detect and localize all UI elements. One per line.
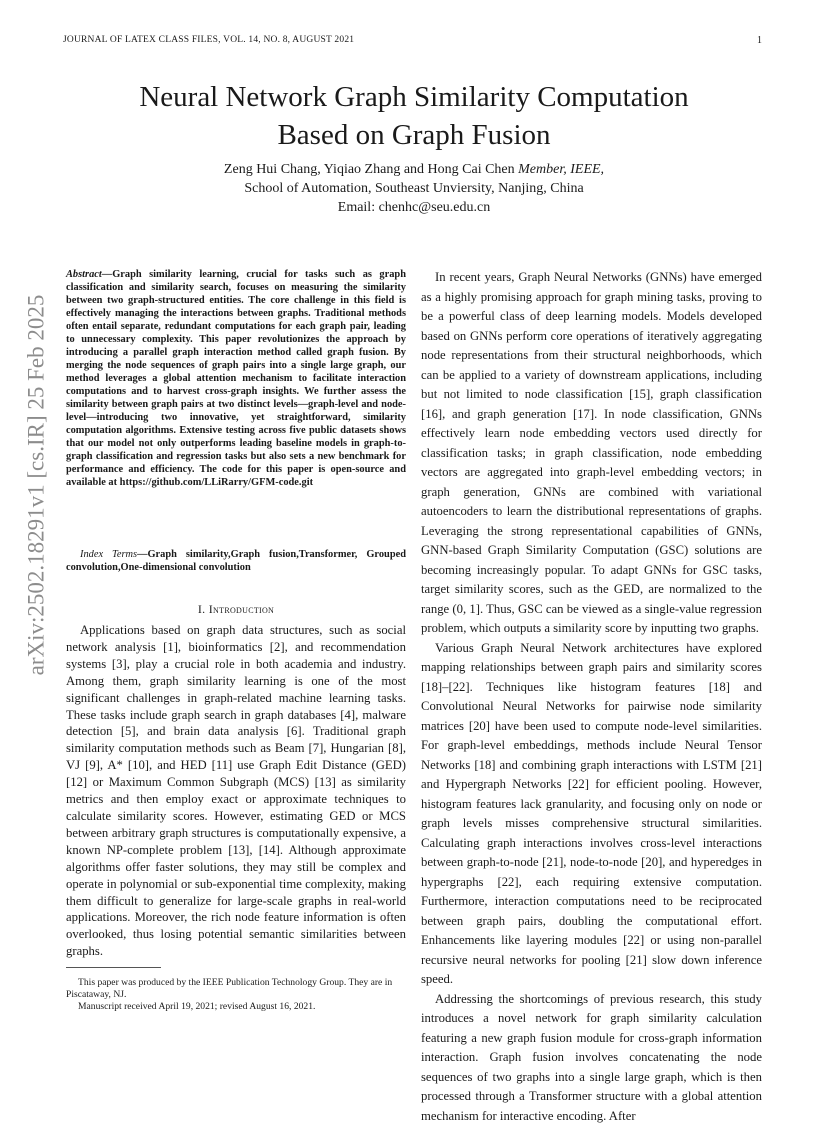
author-names: Zeng Hui Chang, Yiqiao Zhang and Hong Cai Chen	[224, 162, 515, 177]
index-terms	[66, 548, 406, 574]
section-numeral: I.	[198, 602, 206, 616]
index-terms-text: —Graph similarity,Graph fusion,Transformer, Grouped convolution,One-dimensional convolution	[66, 549, 406, 573]
intro-left-column	[66, 622, 406, 960]
paper-title	[60, 78, 768, 154]
section-heading-introduction	[66, 602, 406, 617]
paragraph: Addressing the shortcomings of previous research, this study introduces a novel network for graph similarity calculation featuring a new graph fusion module for cross-graph information interaction. Graph fusion involves concatenating the node sequences of two graphs into a single large graph, which is then processed through a Transformer structure with a global attention mechanism for interactive encoding. After	[421, 990, 762, 1126]
footnote-rule	[66, 967, 161, 968]
author-names-line	[60, 160, 768, 179]
section-title: Introduction	[209, 602, 274, 616]
title-line-1: Neural Network Graph Similarity Computation	[60, 78, 768, 116]
author-membership: Member, IEEE,	[518, 162, 604, 177]
index-terms-label: Index Terms	[80, 549, 137, 560]
running-header: JOURNAL OF LATEX CLASS FILES, VOL. 14, NO. 8, AUGUST 2021	[63, 35, 354, 45]
title-line-2: Based on Graph Fusion	[60, 116, 768, 154]
abstract	[66, 268, 406, 489]
footnotes	[66, 977, 406, 1013]
paragraph: Applications based on graph data structures, such as social network analysis [1], bioinformatics [2], and recommendation systems [3], play a crucial role in both academia and industry. Among them, graph similarity learning is one of the most significant challenges in graph-related machine learning tasks. These tasks include graph search in graph databases [4], malware detection [5], and brain data analysis [6]. Traditional graph similarity computation methods such as Beam [7], Hungarian [8], VJ [9], A* [10], and HED [11] use Graph Edit Distance (GED) [12] or Maximum Common Subgraph (MCS) [13] as similarity metrics and then employ exact or approximate techniques to calculate similarity scores. However, estimating GED or MCS between arbitrary graph structures is computationally expensive, a known NP-complete problem [13], [14]. Although approximate algorithms offer faster solutions, they may still be complex and operate in polynomial or sub-exponential time complexity, making them difficult to generalize for large-scale graphs in real-world applications. Moreover, the rich node feature information is often overlooked, thus losing potential semantic similarities between graphs.	[66, 622, 406, 960]
footnote: Manuscript received April 19, 2021; revised August 16, 2021.	[66, 1001, 406, 1013]
arxiv-stamp	[26, 290, 46, 680]
author-block	[60, 160, 768, 217]
author-email: Email: chenhc@seu.edu.cn	[60, 198, 768, 217]
arxiv-stamp-text: arXiv:2502.18291v1 [cs.IR] 25 Feb 2025	[23, 295, 49, 676]
page-number: 1	[757, 35, 762, 46]
abstract-text: —Graph similarity learning, crucial for tasks such as graph classification and similarity search, focuses on measuring the similarity between two graph-structured entities. The core challenge in this field is effectively managing the interactions between graphs. Traditional methods often entail separate, redundant computations for each graph pair, leading to unnecessary complexity. This paper revolutionizes the approach by introducing a parallel graph interaction method called graph fusion. By merging the node sequences of graph pairs into a single large graph, our method leverages a global attention mechanism to facilitate interaction computations and to harvest cross-graph insights. We further assess the similarity between graph pairs at two distinct levels—graph-level and node-level—introducing two innovative, yet straightforward, similarity computation algorithms. Extensive testing across five public datasets shows that our model not only outperforms leading baseline models in graph-to-graph classification and regression tasks but also sets a new benchmark for performance and efficiency. The code for this paper is open-source and available at https://github.com/LLiRarry/GFM-code.git	[66, 269, 406, 488]
footnote: This paper was produced by the IEEE Publication Technology Group. They are in Piscataway, NJ.	[66, 977, 406, 1001]
abstract-label: Abstract	[66, 269, 102, 280]
paragraph: In recent years, Graph Neural Networks (GNNs) have emerged as a highly promising approach for graph mining tasks, proving to be a powerful class of deep learning models. Models developed based on GNNs perform core operations of iteratively aggregating node representations from their structural neighborhoods, which can be applied to a variety of downstream applications, including but not limited to node classification [15], graph classification [16], and graph generation [17]. In node classification, GNNs effectively learn node embedding vectors used directly for classification tasks; in graph classification, node embedding vectors are aggregated into graph-level embedding vectors; in graph generation, GNNs are combined with variational autoencoders to learn the distributional representations of graphs. Leveraging the strong representational capabilities of GNNs, GNN-based Graph Similarity Computation (GSC) solutions are becoming increasingly popular. To adapt GNNs for GSC tasks, target similarity scores, such as the GED, are normalized to the range (0, 1]. Thus, GSC can be viewed as a single-value regression problem, which outputs a similarity score by inputting two graphs.	[421, 268, 762, 639]
author-affiliation: School of Automation, Southeast Unviersity, Nanjing, China	[60, 179, 768, 198]
intro-right-column	[421, 268, 762, 1126]
paragraph: Various Graph Neural Network architectures have explored mapping relationships between graph pairs and similarity scores [18]–[22]. Techniques like histogram features [18] and Convolutional Neural Networks for pairwise node similarity matrices [20] have been used to compute node-level similarities. For graph-level embeddings, methods include Neural Tensor Networks [18] and combining graph interactions with LSTM [21] and Hypergraph Networks [22] for efficient pooling. However, histogram features lack granularity, and focusing only on node or graph levels misses comprehensive structural similarities. Calculating graph interactions involves cross-level interactions between graph-to-node [21], node-to-node [20], and hyperedges in hypergraphs [22], each requiring extensive computation. Furthermore, interaction computations need to be reciprocated between graph pairs, doubling the computational effort. Enhancements like layering modules [22] or using non-parallel recursive neural networks for pooling [21] slow down inference speed.	[421, 639, 762, 990]
